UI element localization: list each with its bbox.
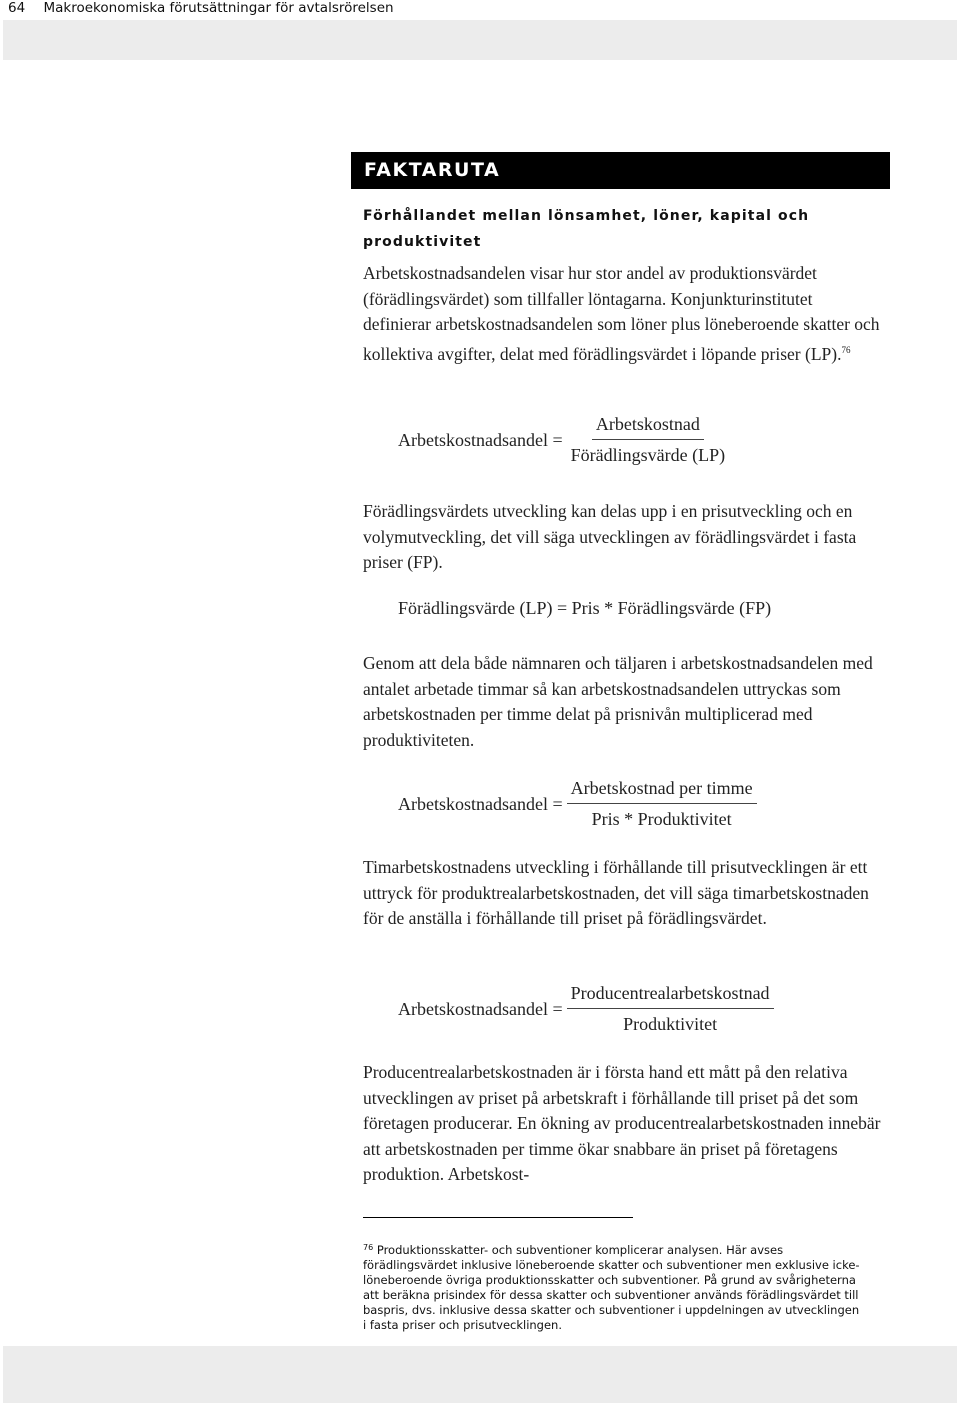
running-title: Makroekonomiska förutsättningar för avtalsrörelsen <box>43 0 394 16</box>
formula-2: Förädlingsvärde (LP) = Pris * Förädlingsvärde (FP) <box>398 598 772 618</box>
top-gray-band <box>3 20 957 60</box>
factbox-label: FAKTARUTA <box>351 152 890 189</box>
paragraph-2: Förädlingsvärdets utveckling kan delas upp i en prisutveckling och en volymutveckling, det vill säga utvecklingen av förädlingsvärdet i fasta priser (FP). <box>363 501 857 572</box>
formula-4-numerator: Producentrealarbetskostnad <box>567 983 774 1009</box>
formula-3-fraction <box>567 778 757 830</box>
formula-3-denominator: Pris * Produktivitet <box>591 809 732 829</box>
formula-1 <box>398 414 729 466</box>
formula-4-fraction <box>567 983 774 1035</box>
formula-1-fraction <box>567 414 729 466</box>
paragraph-3: Genom att dela både nämnaren och täljaren i arbetskostnadsandelen med antalet arbetade timmar så kan arbetskostnadsandelen uttryckas som arbetskostnaden per timme delat på prisnivån multiplicerad med produktiviteten. <box>363 653 873 750</box>
paragraph-1 <box>363 261 883 367</box>
page-number: 64 <box>8 0 26 16</box>
paragraph-4: Timarbetskostnadens utveckling i förhållande till prisutvecklingen är ett uttryck för produktrealarbetskostnaden, det vill säga timarbetskostnaden för de anställa i förhållande till priset på förädlingsvärdet. <box>363 857 869 928</box>
footnote <box>363 1240 863 1333</box>
footnote-ref: 76 <box>841 344 851 355</box>
formula-3-lhs: Arbetskostnadsandel = <box>398 793 563 814</box>
formula-1-numerator: Arbetskostnad <box>592 414 704 440</box>
formula-4-denominator: Produktivitet <box>623 1014 718 1034</box>
footnote-text: Produktionsskatter- och subventioner komplicerar analysen. Här avses förädlingsvärdet inklusive löneberoende skatter och subventioner men exklusive icke-löneberoende övriga produktionsskatter och subventioner. På grund av svårigheterna att beräkna prisindex för dessa skatter och subventioner används förädlingsvärdet till baspris, dvs. inklusive dessa skatter och subventioner i uppdelningen av utvecklingen i fasta priser och prisutvecklingen. <box>363 1243 860 1332</box>
bottom-gray-band <box>3 1346 957 1403</box>
paragraph-1-text: Arbetskostnadsandelen visar hur stor andel av produktionsvärdet (förädlingsvärdet) som tillfaller löntagarna. Konjunkturinstitutet definierar arbetskostnadsandelen som löner plus löneberoende skatter och kollektiva avgifter, delat med förädlingsvärdet i löpande priser (LP). <box>363 263 880 364</box>
formula-4 <box>398 983 774 1035</box>
formula-3-numerator: Arbetskostnad per timme <box>567 778 757 804</box>
paragraph-5: Producentrealarbetskostnaden är i första hand ett mått på den relativa utvecklingen av priset på arbetskraft i förhållande till priset på det som företagen producerar. En ökning av producentrealarbetskostnaden innebär att arbetskostnaden per timme ökar snabbare än priset på företagens produktion. Arbetskost- <box>363 1062 881 1184</box>
factbox-heading: Förhållandet mellan lönsamhet, löner, kapital och produktivitet <box>363 208 810 250</box>
formula-4-lhs: Arbetskostnadsandel = <box>398 998 563 1019</box>
formula-1-lhs: Arbetskostnadsandel = <box>398 429 563 450</box>
formula-1-denominator: Förädlingsvärde (LP) <box>570 445 726 465</box>
footnote-number: 76 <box>363 1243 374 1252</box>
page-header <box>8 0 408 20</box>
footnote-divider <box>363 1217 633 1218</box>
formula-3 <box>398 778 757 830</box>
